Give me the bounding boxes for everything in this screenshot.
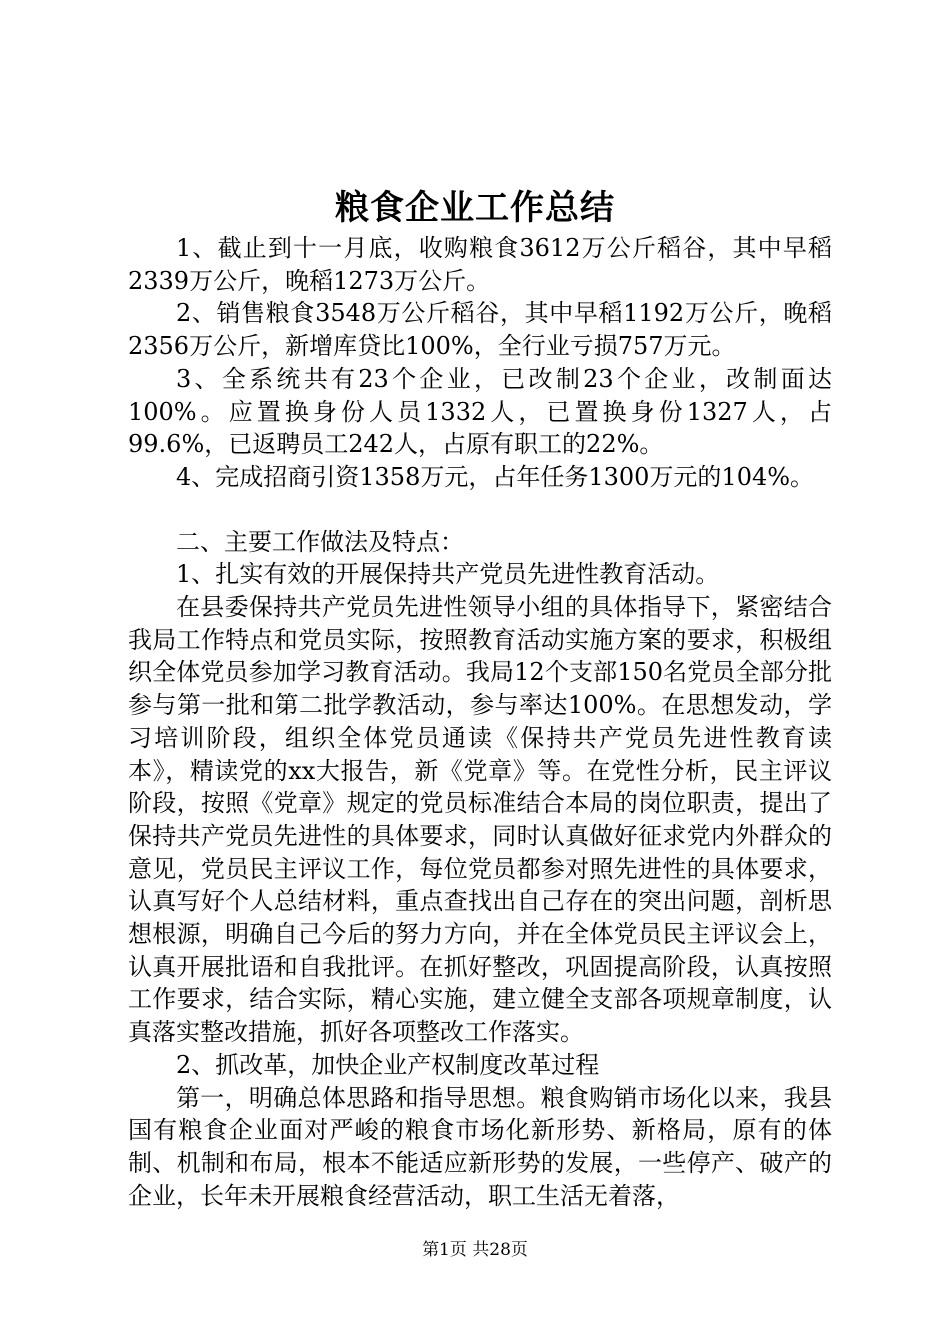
stat-paragraph-3: 3、全系统共有23个企业，已改制23个企业，改制面达100%。应置换身份人员1332人，已置换身份1327人，占99.6%，已返聘员工242人，占原有职工的22%。 bbox=[128, 364, 832, 459]
item2-heading: 2、抓改革，加快企业产权制度改革过程 bbox=[176, 1050, 600, 1079]
stat-paragraph-1: 1、截止到十一月底，收购粮食3612万公斤稻谷，其中早稻2339万公斤，晚稻1273万公斤。 bbox=[128, 234, 832, 295]
page-footer: 第1页 共28页 bbox=[422, 1240, 528, 1260]
stat-paragraph-2: 2、销售粮食3548万公斤稻谷，其中早稻1192万公斤，晚稻2356万公斤，新增库贷比100%，全行业亏损757万元。 bbox=[128, 299, 832, 361]
item2-body: 第一，明确总体思路和指导思想。粮食购销市场化以来，我县国有粮食企业面对严峻的粮食市场化新形势、新格局，原有的体制、机制和布局，根本不能适应新形势的发展，一些停产、破产的企业，长年未开展粮食经营活动，职工生活无着落， bbox=[128, 1083, 832, 1210]
item1-heading: 1、扎实有效的开展保持共产党员先进性教育活动。 bbox=[176, 560, 720, 589]
item1-body: 在县委保持共产党员先进性领导小组的具体指导下，紧密结合我局工作特点和党员实际，按照教育活动实施方案的要求，积极组织全体党员参加学习教育活动。我局12个支部150名党员全部分批参与第一批和第二批学教活动，参与率达100%。在思想发动，学习培训阶段，组织全体党员通读《保持共产党员先进性教育读本》，精读党的xx大报告，新《党章》等。在党性分析，民主评议阶段，按照《党章》规定的党员标准结合本局的岗位职责，提出了保持共产党员先进性的具体要求，同时认真做好征求党内外群众的意见，党员民主评议工作，每位党员都参对照先进性的具体要求，认真写好个人总结材料，重点查找出自己存在的突出问题，剖析思想根源，明确自己今后的努力方向，并在全体党员民主评议会上，认真开展批语和自我批评。在抓好整改，巩固提高阶段，认真按照工作要求，结合实际，精心实施，建立健全支部各项规章制度，认真落实整改措施，抓好各项整改工作落实。 bbox=[128, 593, 832, 1047]
stat-paragraph-4: 4、完成招商引资1358万元，占年任务1300万元的104%。 bbox=[176, 462, 815, 491]
document-body bbox=[128, 232, 832, 1212]
section-heading: 二、主要工作做法及特点： bbox=[176, 527, 464, 556]
paragraph-gap bbox=[128, 494, 832, 526]
document-title: 粮食企业工作总结 bbox=[335, 188, 615, 228]
